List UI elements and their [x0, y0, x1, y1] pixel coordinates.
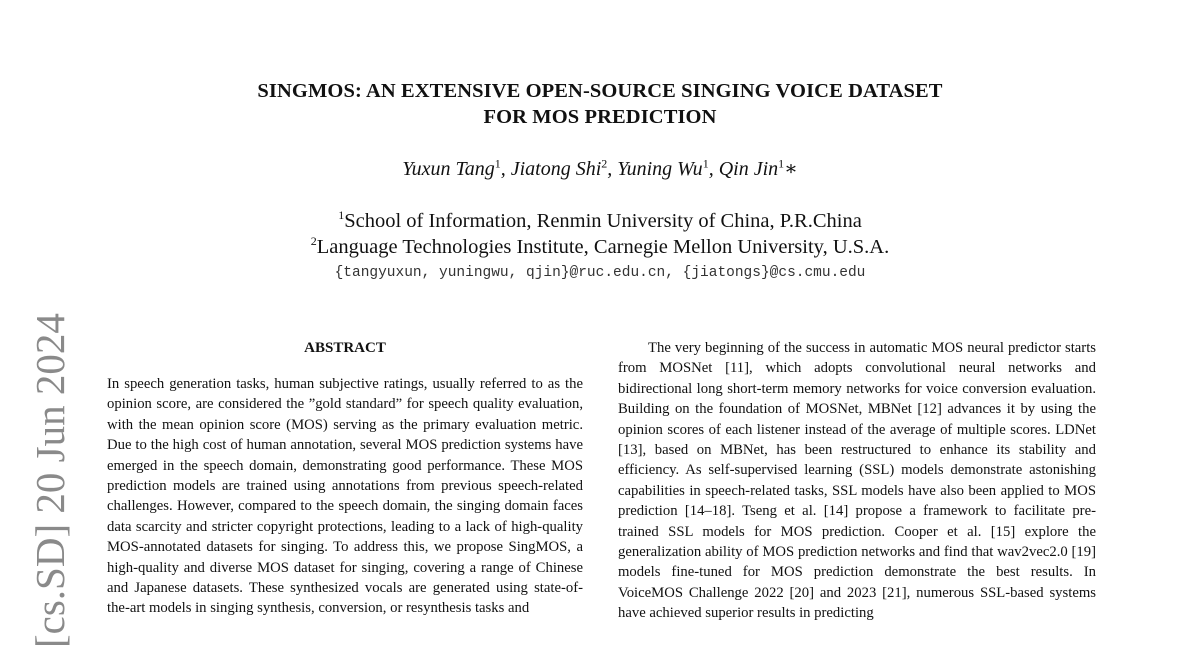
paper-title-line-2: FOR MOS PREDICTION	[483, 106, 717, 128]
author-separator: ,	[500, 158, 511, 180]
author-name: Yuxun Tang	[402, 158, 495, 180]
paper-title	[0, 78, 1200, 130]
affiliation-number: 2	[310, 234, 317, 249]
author-affil-mark: 2	[601, 156, 608, 171]
affiliations-block	[0, 208, 1200, 284]
arxiv-identifier-stamp: [cs.SD] 20 Jun 2024	[27, 313, 73, 648]
author-affil-mark: 1	[778, 156, 785, 171]
affiliation-number: 1	[338, 208, 345, 223]
affiliation-text: School of Information, Renmin University of China, P.R.China	[344, 210, 862, 232]
affiliation-text: Language Technologies Institute, Carnegie Mellon University, U.S.A.	[316, 236, 890, 258]
author-name: Jiatong Shi	[510, 158, 602, 180]
author-name: Yuning Wu	[617, 158, 703, 180]
author-name: Qin Jin	[718, 158, 779, 180]
affiliation-line	[0, 234, 1200, 260]
author-separator: ,	[607, 158, 618, 180]
author-affil-mark: 1	[702, 156, 709, 171]
paper-title-line-1: SINGMOS: AN EXTENSIVE OPEN-SOURCE SINGING VOICE DATASET	[257, 80, 943, 102]
abstract-text: In speech generation tasks, human subjective ratings, usually referred to as the opinion score, are considered the ”gold standard” for speech quality evaluation, with the mean opinion score (MOS) serving as the primary evaluation metric. Due to the high cost of human annotation, several MOS prediction systems have emerged in the speech domain, demonstrating good performance. These MOS prediction models are trained using annotations from previous speech-related challenges. However, compared to the speech domain, the singing domain faces data scarcity and stricter copyright protections, leading to a lack of high-quality MOS-annotated datasets for singing. To address this, we propose SingMOS, a high-quality and diverse MOS dataset for singing, covering a range of Chinese and Japanese datasets. These synthesized vocals are generated using state-of-the-art models in singing synthesis, conversion, or resynthesis tasks and	[107, 376, 583, 617]
author-affil-mark: 1	[494, 156, 501, 171]
left-column	[107, 338, 583, 619]
author-emails: {tangyuxun, yuningwu, qjin}@ruc.edu.cn, {jiatongs}@cs.cmu.edu	[334, 265, 866, 281]
intro-paragraph: The very beginning of the success in automatic MOS neural predictor starts from MOSNet [11], which adopts convolutional neural networks and bidirectional long short-term memory networks for voice conversion evaluation. Building on the foundation of MOSNet, MBNet [12] advances it by using the opinion scores of each listener instead of the average of multiple scores. LDNet [13], based on MBNet, has been restructured to enhance its stability and efficiency. As self-supervised learning (SSL) models demonstrate astonishing capabilities in speech-related tasks, SSL models have also been applied to MOS prediction [14–18]. Tseng et al. [14] propose a framework to facilitate pre-trained SSL models for MOS prediction. Cooper et al. [15] explore the generalization ability of MOS prediction networks and find that wav2vec2.0 [19] models fine-tuned for MOS prediction demonstrate the best results. In VoiceMOS Challenge 2022 [20] and 2023 [21], numerous SSL-based systems have achieved superior results in predicting	[618, 340, 1096, 622]
abstract-heading: ABSTRACT	[304, 340, 386, 356]
right-column	[618, 338, 1096, 624]
author-separator: ,	[708, 158, 719, 180]
corresponding-author-mark: ∗	[784, 158, 798, 180]
author-list	[0, 156, 1200, 182]
affiliation-line	[0, 208, 1200, 234]
